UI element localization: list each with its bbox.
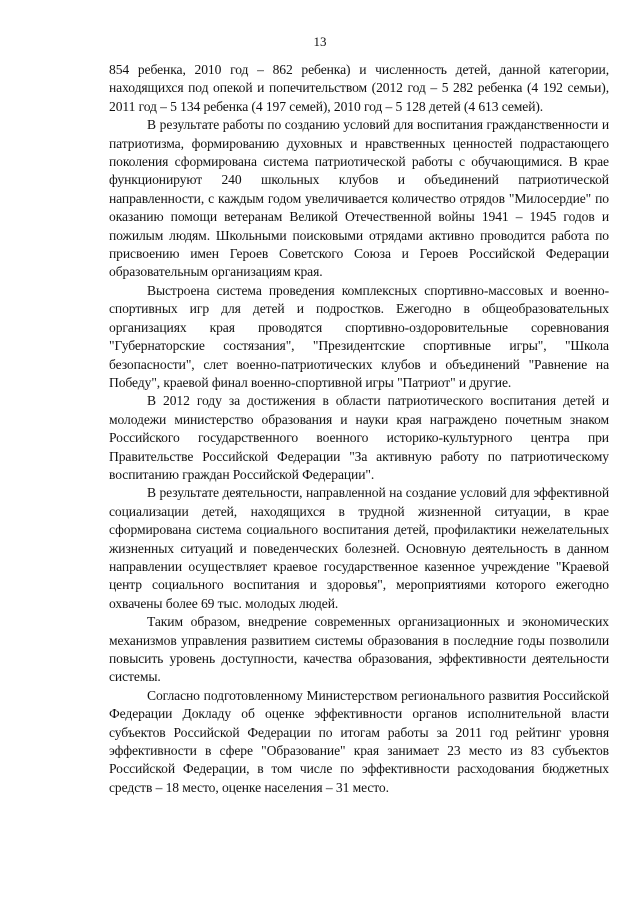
- paragraph-conclusion: Таким образом, внедрение современных организационных и экономических механизмов управления развитием системы образования в последние годы позволили повысить уровень доступности, качества образования, эффективности деятельности системы.: [109, 614, 609, 685]
- paragraph-patriotism: В результате работы по созданию условий для воспитания гражданственности и патриотизма, формированию духовных и нравственных ценностей подрастающего поколения сформирована система патриотической работы с обучающимися. В крае функционируют 240 школьных клубов и объединений патриотической направленности, с каждым годом увеличивается количество отрядов "Милосердие" по оказанию помощи ветеранам Великой Отечественной войны 1941 – 1945 годов и пожилым людям. Школьными поисковыми отрядами активно проводится работа по присвоению имен Героев Советского Союза и Героев Российской Федерации образовательным организациям края.: [109, 117, 609, 280]
- paragraph-rating: Согласно подготовленному Министерством регионального развития Российской Федерации Докладу об оценке эффективности органов исполнительной власти субъектов Российской Федерации по итогам работы за 2011 год рейтинг уровня эффективности в сфере "Образование" края занимает 23 место из 83 субъектов Российской Федерации, в том числе по эффективности расходования бюджетных средств – 18 место, оценке населения – 31 место.: [109, 687, 609, 795]
- paragraph-award-2012: В 2012 году за достижения в области патриотического воспитания детей и молодежи министерство образования и науки края награждено почетным знаком Российского государственного военного историко-культурного центра при Правительстве Российской Федерации "За активную работу по патриотическому воспитанию граждан Российской Федерации".: [109, 393, 609, 482]
- paragraph-sports-games: Выстроена система проведения комплексных спортивно-массовых и военно-спортивных игр для детей и подростков. Ежегодно в общеобразовательных организациях края проводятся спортивно-оздоровительные соревнования "Губернаторские состязания", "Президентские спортивные игры", "Школа безопасности", слет военно-патриотических клубов и объединений "Равнение на Победу", краевой финал военно-спортивной игры "Патриот" и другие.: [109, 282, 609, 390]
- paragraph-socialization: В результате деятельности, направленной на создание условий для эффективной социализации детей, находящихся в трудной жизненной ситуации, в крае сформирована система социального воспитания детей, профилактики нежелательных жизненных ситуаций и поведенческих болезней. Основную деятельность в данном направлении осуществляет краевое государственное казенное учреждение "Краевой центр социального воспитания и здоровья", мероприятиями которого ежегодно охвачены более 69 тыс. молодых людей.: [109, 485, 609, 611]
- paragraph-continuation: 854 ребенка, 2010 год – 862 ребенка) и численность детей, данной категории, находящихся под опекой и попечительством (2012 год – 5 282 ребенка (4 192 семьи), 2011 год – 5 134 ребенка (4 197 семей), 2010 год – 5 128 детей (4 613 семей).: [109, 62, 609, 114]
- page-number: 13: [313, 34, 327, 49]
- body-text: [109, 61, 609, 797]
